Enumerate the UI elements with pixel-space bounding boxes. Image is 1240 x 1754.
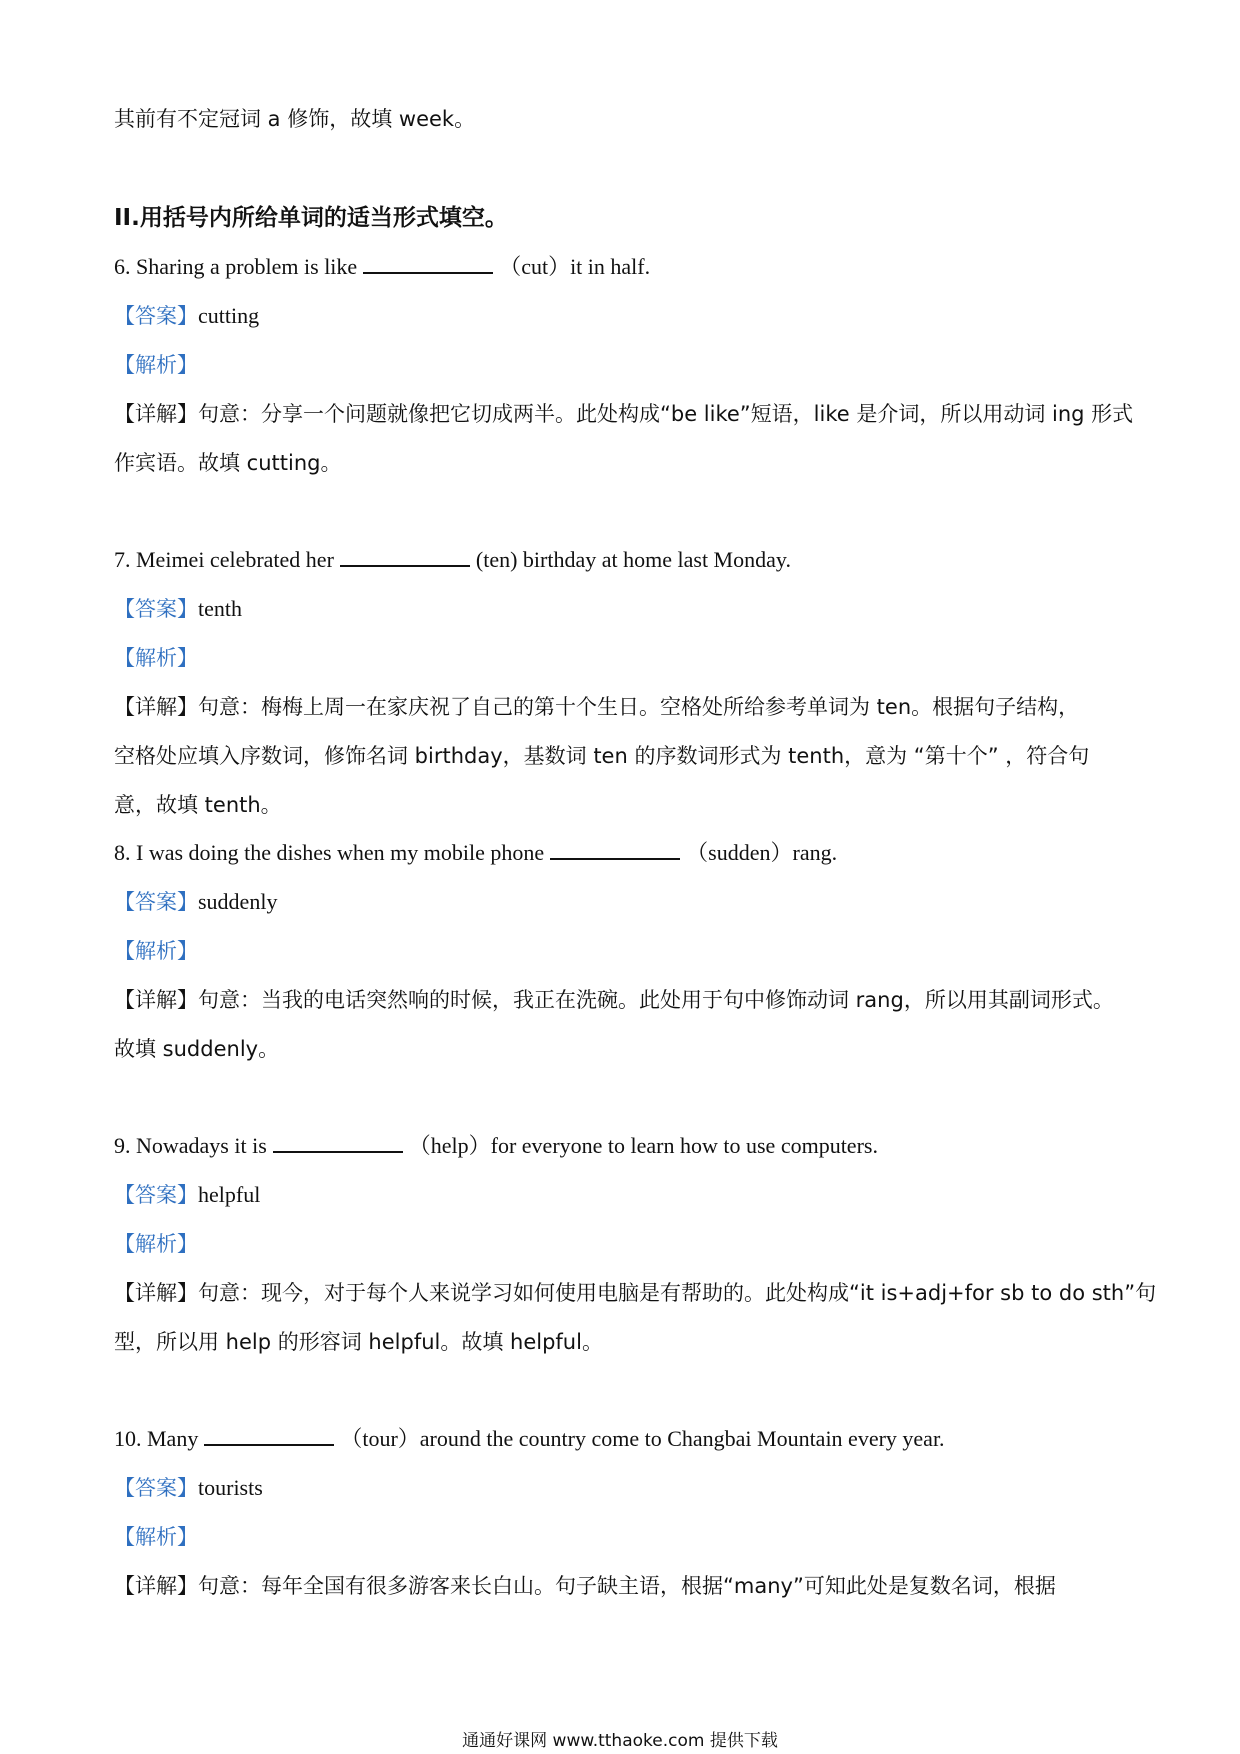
analysis-tag-9: 【解析】 bbox=[114, 1232, 198, 1256]
question-6-after: （cut）it in half. bbox=[499, 254, 651, 279]
answer-10-text: tourists bbox=[198, 1475, 263, 1500]
answer-8 bbox=[114, 887, 277, 917]
answer-6 bbox=[114, 301, 259, 331]
detail-tag: 【详解】 bbox=[114, 695, 198, 719]
answer-9 bbox=[114, 1180, 260, 1210]
detail-6-line-1: 【详解】句意：分享一个问题就像把它切成两半。此处构成“be like”短语，like 是介词，所以用动词 ing 形式 bbox=[114, 402, 1134, 426]
detail-7-line-2: 空格处应填入序数词，修饰名词 birthday，基数词 ten 的序数词形式为 tenth，意为 “第十个” ，符合句 bbox=[114, 744, 1090, 768]
detail-9-line-1: 【详解】句意：现今，对于每个人来说学习如何使用电脑是有帮助的。此处构成“it is+adj+for sb to do sth”句 bbox=[114, 1281, 1157, 1305]
question-7-blank bbox=[340, 545, 470, 567]
answer-9-text: helpful bbox=[198, 1182, 261, 1207]
question-8-after: （sudden）rang. bbox=[686, 840, 838, 865]
question-10-before: 10. Many bbox=[114, 1426, 199, 1451]
question-9-before: 9. Nowadays it is bbox=[114, 1133, 267, 1158]
analysis-tag-8: 【解析】 bbox=[114, 939, 198, 963]
detail-8-line-1: 【详解】句意：当我的电话突然响的时候，我正在洗碗。此处用于句中修饰动词 rang，所以用其副词形式。 bbox=[114, 988, 1114, 1012]
question-10-blank bbox=[204, 1424, 334, 1446]
detail-tag: 【详解】 bbox=[114, 1281, 198, 1305]
answer-6-text: cutting bbox=[198, 303, 260, 328]
answer-tag: 【答案】 bbox=[114, 304, 198, 328]
answer-7-text: tenth bbox=[198, 596, 242, 621]
answer-10 bbox=[114, 1473, 263, 1503]
answer-tag: 【答案】 bbox=[114, 1476, 198, 1500]
detail-7-line-3: 意，故填 tenth。 bbox=[114, 793, 282, 817]
question-9 bbox=[114, 1131, 878, 1161]
question-6 bbox=[114, 252, 650, 282]
detail-7-line-1: 【详解】句意：梅梅上周一在家庆祝了自己的第十个生日。空格处所给参考单词为 ten。根据句子结构， bbox=[114, 695, 1080, 719]
intro-line: 其前有不定冠词 a 修饰，故填 week。 bbox=[114, 107, 476, 131]
question-9-blank bbox=[273, 1131, 403, 1153]
detail-9-line-2: 型，所以用 help 的形容词 helpful。故填 helpful。 bbox=[114, 1330, 603, 1354]
question-8-blank bbox=[550, 838, 680, 860]
question-7-before: 7. Meimei celebrated her bbox=[114, 547, 334, 572]
question-8 bbox=[114, 838, 837, 868]
detail-8-line-2: 故填 suddenly。 bbox=[114, 1037, 280, 1061]
detail-tag: 【详解】 bbox=[114, 988, 198, 1012]
answer-tag: 【答案】 bbox=[114, 597, 198, 621]
analysis-tag-10: 【解析】 bbox=[114, 1525, 198, 1549]
question-6-blank bbox=[363, 252, 493, 274]
detail-10-line-1: 【详解】句意：每年全国有很多游客来长白山。句子缺主语，根据“many”可知此处是复数名词，根据 bbox=[114, 1574, 1056, 1598]
answer-tag: 【答案】 bbox=[114, 1183, 198, 1207]
answer-8-text: suddenly bbox=[198, 889, 278, 914]
question-10 bbox=[114, 1424, 945, 1454]
question-8-before: 8. I was doing the dishes when my mobile phone bbox=[114, 840, 545, 865]
question-10-after: （tour）around the country come to Changbai Mountain every year. bbox=[340, 1426, 945, 1451]
question-6-before: 6. Sharing a problem is like bbox=[114, 254, 358, 279]
analysis-tag-7: 【解析】 bbox=[114, 646, 198, 670]
detail-tag: 【详解】 bbox=[114, 402, 198, 426]
question-7-after: (ten) birthday at home last Monday. bbox=[475, 547, 791, 572]
page-footer: 通通好课网 www.tthaoke.com 提供下载 bbox=[462, 1731, 778, 1751]
question-9-after: （help）for everyone to learn how to use computers. bbox=[408, 1133, 878, 1158]
answer-tag: 【答案】 bbox=[114, 890, 198, 914]
answer-7 bbox=[114, 594, 242, 624]
question-7 bbox=[114, 545, 791, 575]
section-title: II.用括号内所给单词的适当形式填空。 bbox=[114, 205, 508, 231]
detail-6-line-2: 作宾语。故填 cutting。 bbox=[114, 451, 342, 475]
detail-tag: 【详解】 bbox=[114, 1574, 198, 1598]
analysis-tag-6: 【解析】 bbox=[114, 353, 198, 377]
